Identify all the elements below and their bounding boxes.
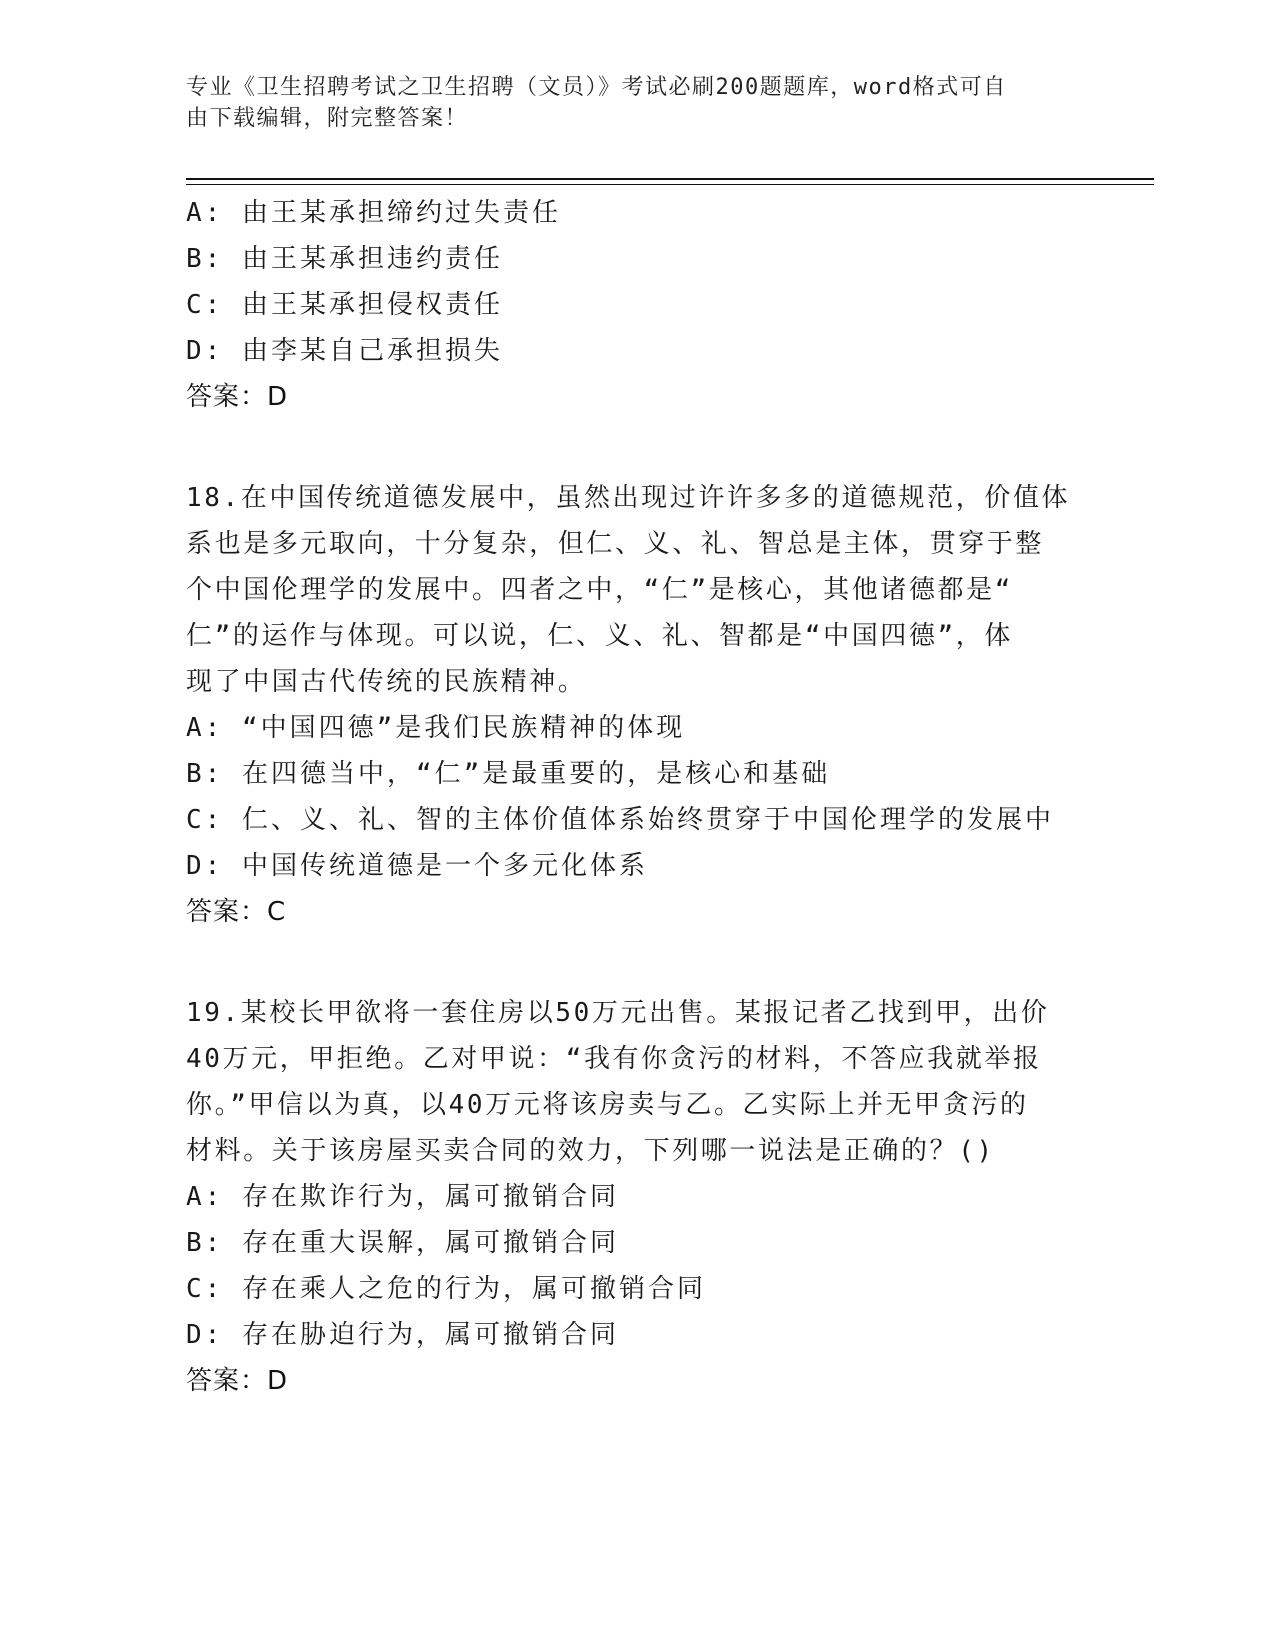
q18-answer: 答案：C bbox=[186, 897, 287, 927]
q17-option-b: B: 由王某承担违约责任 bbox=[186, 244, 503, 274]
q19-option-a: A: 存在欺诈行为，属可撤销合同 bbox=[186, 1182, 619, 1212]
question-18 bbox=[186, 475, 1086, 935]
q19-option-b: B: 存在重大误解，属可撤销合同 bbox=[186, 1228, 619, 1258]
q17-answer: 答案：D bbox=[186, 382, 289, 412]
q18-stem bbox=[186, 475, 1086, 705]
q19-stem bbox=[186, 990, 1086, 1174]
q18-stem-line-3: 个中国伦理学的发展中。四者之中，“仁”是核心，其他诸德都是“ bbox=[186, 575, 1013, 605]
question-19 bbox=[186, 990, 1086, 1404]
q17-option-d: D: 由李某自己承担损失 bbox=[186, 336, 503, 366]
header-title-line-2: 由下载编辑，附完整答案！ bbox=[186, 106, 469, 131]
q18-stem-line-4: 仁”的运作与体现。可以说，仁、义、礼、智都是“中国四德”，体 bbox=[186, 621, 1013, 651]
q18-option-c: C: 仁、义、礼、智的主体价值体系始终贯穿于中国伦理学的发展中 bbox=[186, 805, 1054, 835]
q17-option-c: C: 由王某承担侵权责任 bbox=[186, 290, 503, 320]
q18-option-d: D: 中国传统道德是一个多元化体系 bbox=[186, 851, 648, 881]
q18-option-b: B: 在四德当中，“仁”是最重要的，是核心和基础 bbox=[186, 759, 831, 789]
q18-stem-line-5: 现了中国古代传统的民族精神。 bbox=[186, 667, 587, 697]
q19-stem-line-3: 你。”甲信以为真，以40万元将该房卖与乙。乙实际上并无甲贪污的 bbox=[186, 1090, 1029, 1120]
question-17 bbox=[186, 190, 1086, 420]
document-header bbox=[186, 72, 1066, 134]
q17-option-a: A: 由王某承担缔约过失责任 bbox=[186, 198, 561, 228]
q19-stem-line-2: 40万元，甲拒绝。乙对甲说：“我有你贪污的材料，不答应我就举报 bbox=[186, 1044, 1042, 1074]
q19-stem-line-4: 材料。关于该房屋买卖合同的效力，下列哪一说法是正确的？() bbox=[186, 1136, 995, 1166]
q19-answer: 答案：D bbox=[186, 1366, 289, 1396]
q18-option-a: A: “中国四德”是我们民族精神的体现 bbox=[186, 713, 686, 743]
header-title-line-1: 专业《卫生招聘考试之卫生招聘（文员）》考试必刷200题题库，word格式可自 bbox=[186, 75, 1007, 100]
q18-stem-line-2: 系也是多元取向，十分复杂，但仁、义、礼、智总是主体，贯穿于整 bbox=[186, 529, 1045, 559]
header-divider-thick bbox=[186, 178, 1154, 180]
header-divider-thin bbox=[186, 184, 1154, 185]
q19-option-c: C: 存在乘人之危的行为，属可撤销合同 bbox=[186, 1274, 706, 1304]
document-body bbox=[186, 190, 1086, 1404]
spacer bbox=[186, 935, 1086, 990]
q19-stem-line-1: 19.某校长甲欲将一套住房以50万元出售。某报记者乙找到甲，出价 bbox=[186, 998, 1050, 1028]
spacer bbox=[186, 420, 1086, 475]
q18-stem-line-1: 18.在中国传统道德发展中，虽然出现过许许多多的道德规范，价值体 bbox=[186, 483, 1071, 513]
q19-option-d: D: 存在胁迫行为，属可撤销合同 bbox=[186, 1320, 619, 1350]
